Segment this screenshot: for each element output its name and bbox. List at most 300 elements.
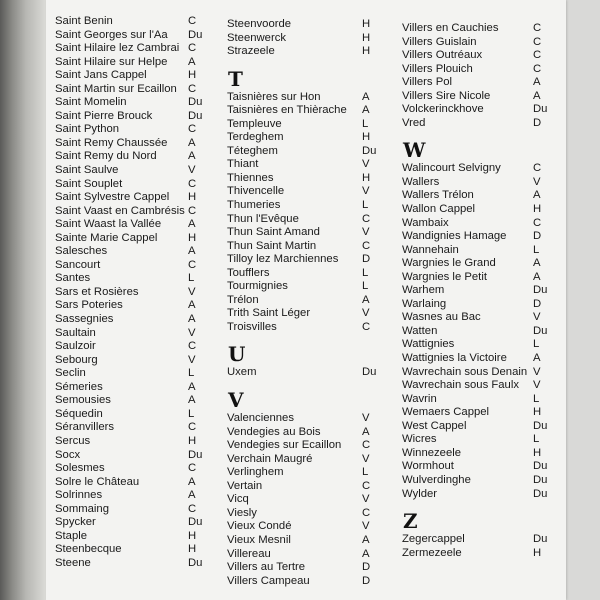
- commune-entry: [402, 393, 547, 407]
- commune-name: Saint Souplet: [55, 177, 123, 190]
- district-code: V: [362, 226, 370, 239]
- commune-name: Trith Saint Léger: [227, 307, 311, 320]
- commune-entry: [227, 240, 376, 254]
- commune-name: Thumeries: [227, 199, 281, 212]
- commune-entry: [402, 217, 547, 231]
- commune-entry: [55, 367, 202, 381]
- commune-entry: [227, 439, 376, 453]
- commune-entry: [402, 230, 547, 244]
- commune-name: Sommaing: [55, 502, 109, 515]
- district-code: D: [362, 561, 371, 574]
- commune-name: Sars Poteries: [55, 299, 123, 312]
- commune-entry: [55, 476, 202, 490]
- commune-entry: [227, 426, 376, 440]
- district-code: D: [362, 253, 371, 266]
- commune-entry: [55, 286, 202, 300]
- commune-entry: [227, 253, 376, 267]
- commune-name: Taisnières sur Hon: [227, 90, 321, 103]
- commune-entry: [402, 257, 547, 271]
- district-code: L: [188, 367, 195, 380]
- commune-entry: [402, 379, 547, 393]
- commune-entry: [55, 150, 202, 164]
- commune-name: Troisvilles: [227, 320, 277, 333]
- district-code: C: [188, 123, 197, 136]
- commune-name: Steenwerck: [227, 31, 287, 44]
- commune-name: Valenciennes: [227, 412, 294, 425]
- commune-name: Walincourt Selvigny: [402, 162, 501, 175]
- commune-name: Vendegies sur Ecaillon: [227, 439, 342, 452]
- district-code: A: [362, 533, 370, 546]
- district-code: H: [188, 231, 197, 244]
- commune-name: Wattignies la Victoire: [402, 352, 507, 365]
- commune-entry: [402, 547, 547, 561]
- district-code: A: [188, 55, 196, 68]
- district-code: A: [188, 299, 196, 312]
- commune-entry: [227, 213, 376, 227]
- district-code: A: [188, 245, 196, 258]
- district-code: V: [362, 307, 370, 320]
- commune-entry: [227, 366, 376, 380]
- commune-name: Saint Saulve: [55, 164, 119, 177]
- commune-entry: [402, 325, 547, 339]
- section-letter-heading: V: [228, 388, 244, 413]
- commune-name: Salesches: [55, 245, 108, 258]
- district-code: A: [362, 293, 370, 306]
- district-code: Du: [188, 96, 203, 109]
- commune-entry: [227, 507, 376, 521]
- commune-name: Tilloy lez Marchiennes: [227, 253, 339, 266]
- district-code: L: [188, 407, 195, 420]
- commune-entry: [227, 548, 376, 562]
- district-code: L: [533, 433, 540, 446]
- district-code: L: [533, 338, 540, 351]
- book-binding-edge: [0, 0, 46, 600]
- district-code: V: [533, 175, 541, 188]
- district-code: H: [533, 406, 542, 419]
- commune-entry: [55, 381, 202, 395]
- commune-entry: [55, 449, 202, 463]
- district-code: A: [188, 394, 196, 407]
- commune-entry: [402, 271, 547, 285]
- district-code: A: [533, 270, 541, 283]
- commune-entry: [55, 245, 202, 259]
- commune-entry: [55, 408, 202, 422]
- commune-name: Saint Remy du Nord: [55, 150, 157, 163]
- district-code: H: [533, 546, 542, 559]
- district-code: A: [188, 218, 196, 231]
- commune-name: Warhem: [402, 284, 445, 297]
- district-code: Du: [362, 366, 377, 379]
- commune-name: Vendegies au Bois: [227, 425, 321, 438]
- district-code: C: [533, 216, 542, 229]
- commune-name: Steenbecque: [55, 543, 122, 556]
- commune-entry: [227, 185, 376, 199]
- district-code: H: [362, 131, 371, 144]
- commune-name: Wavrin: [402, 392, 437, 405]
- column-2: [227, 18, 376, 588]
- district-code: C: [533, 22, 542, 34]
- district-code: Du: [533, 419, 548, 432]
- district-code: L: [362, 280, 369, 293]
- commune-entry: [227, 307, 376, 321]
- commune-name: Villers Outréaux: [402, 49, 483, 62]
- district-code: A: [188, 313, 196, 326]
- district-code: C: [362, 479, 371, 492]
- commune-name: Wargnies le Petit: [402, 270, 487, 283]
- commune-name: Strazeele: [227, 45, 275, 58]
- section-letter-heading: T: [228, 66, 243, 91]
- commune-name: Vertain: [227, 479, 263, 492]
- commune-entry: [55, 557, 202, 571]
- commune-name: Wulverdinghe: [402, 473, 471, 486]
- commune-entry: [55, 164, 202, 178]
- commune-name: Viesly: [227, 506, 257, 519]
- commune-name: Thiennes: [227, 171, 274, 184]
- commune-entry: [402, 311, 547, 325]
- commune-entry: [55, 327, 202, 341]
- commune-name: Seclin: [55, 367, 86, 380]
- district-code: A: [188, 150, 196, 163]
- commune-entry: [402, 76, 547, 90]
- commune-name: Saint Momelin: [55, 96, 127, 109]
- commune-entry: [402, 433, 547, 447]
- district-code: L: [533, 243, 540, 256]
- commune-name: Santes: [55, 272, 91, 285]
- district-code: Du: [533, 284, 548, 297]
- commune-name: Terdeghem: [227, 131, 284, 144]
- commune-entry: [227, 453, 376, 467]
- district-code: C: [188, 204, 197, 217]
- commune-name: Wannehain: [402, 243, 459, 256]
- district-code: V: [188, 164, 196, 177]
- commune-entry: [402, 488, 547, 502]
- commune-entry: [402, 103, 547, 117]
- commune-name: Wavrechain sous Faulx: [402, 379, 519, 392]
- commune-entry: [402, 36, 547, 50]
- commune-name: Wallers: [402, 175, 440, 188]
- district-code: L: [188, 272, 195, 285]
- commune-name: Saint Waast la Vallée: [55, 218, 162, 231]
- commune-name: Sassegnies: [55, 313, 114, 326]
- commune-name: Vicq: [227, 493, 249, 506]
- commune-name: Saint Hilaire lez Cambrai: [55, 42, 180, 55]
- district-code: A: [188, 489, 196, 502]
- commune-name: Vieux Condé: [227, 520, 292, 533]
- commune-entry: [402, 447, 547, 461]
- commune-name: Saultain: [55, 326, 96, 339]
- commune-name: Villers en Cauchies: [402, 22, 499, 34]
- commune-entry: [227, 104, 376, 118]
- district-code: V: [362, 412, 370, 425]
- district-code: H: [362, 171, 371, 184]
- district-code: H: [533, 203, 542, 216]
- commune-entry: [402, 298, 547, 312]
- commune-entry: [55, 299, 202, 313]
- district-code: H: [362, 31, 371, 44]
- commune-entry: [227, 480, 376, 494]
- column-3: [402, 22, 547, 560]
- commune-name: Villers Plouich: [402, 62, 473, 75]
- district-code: H: [188, 529, 197, 542]
- district-code: C: [188, 15, 197, 27]
- commune-entry: [402, 533, 547, 547]
- commune-entry: [402, 162, 547, 176]
- district-code: V: [188, 285, 196, 298]
- commune-name: Uxem: [227, 366, 257, 379]
- commune-name: Wandignies Hamage: [402, 230, 507, 243]
- district-code: Du: [533, 103, 548, 116]
- district-code: Du: [188, 109, 203, 122]
- commune-name: Wattignies: [402, 338, 455, 351]
- commune-name: Verchain Maugré: [227, 452, 313, 465]
- commune-entry: [227, 226, 376, 240]
- commune-entry: [402, 366, 547, 380]
- commune-entry: [55, 516, 202, 530]
- district-code: D: [533, 116, 542, 129]
- district-code: C: [533, 35, 542, 48]
- commune-name: Villers au Tertre: [227, 561, 306, 574]
- district-code: Du: [533, 473, 548, 486]
- commune-entry: [227, 18, 376, 32]
- district-code: Du: [188, 448, 203, 461]
- commune-entry: [402, 460, 547, 474]
- district-code: A: [362, 425, 370, 438]
- district-code: C: [362, 212, 371, 225]
- commune-name: Wicres: [402, 433, 437, 446]
- commune-entry: [227, 534, 376, 548]
- commune-name: Trélon: [227, 293, 259, 306]
- district-code: C: [188, 177, 197, 190]
- district-code: D: [533, 230, 542, 243]
- district-code: V: [362, 493, 370, 506]
- commune-entry: [227, 131, 376, 145]
- district-code: C: [188, 42, 197, 55]
- commune-name: Tourmignies: [227, 280, 288, 293]
- commune-name: Thun l'Evêque: [227, 212, 299, 225]
- commune-entry: [55, 110, 202, 124]
- district-code: A: [533, 352, 541, 365]
- district-code: V: [362, 185, 370, 198]
- commune-entry: [55, 191, 202, 205]
- commune-name: Villers Campeau: [227, 574, 310, 587]
- commune-entry: [402, 176, 547, 190]
- district-code: Du: [533, 460, 548, 473]
- commune-entry: [227, 145, 376, 159]
- commune-entry: [55, 313, 202, 327]
- commune-entry: [55, 83, 202, 97]
- commune-name: Verlinghem: [227, 466, 284, 479]
- district-code: C: [188, 340, 197, 353]
- commune-name: Sancourt: [55, 258, 101, 271]
- commune-name: Steenvoorde: [227, 18, 292, 30]
- district-code: H: [533, 446, 542, 459]
- commune-entry: [55, 218, 202, 232]
- district-code: C: [188, 82, 197, 95]
- commune-name: Wemaers Cappel: [402, 406, 490, 419]
- commune-name: Saint Vaast en Cambrésis: [55, 204, 185, 217]
- district-code: H: [188, 434, 197, 447]
- commune-entry: [55, 29, 202, 43]
- commune-name: Sebourg: [55, 353, 98, 366]
- commune-name: Solesmes: [55, 462, 105, 475]
- commune-entry: [55, 56, 202, 70]
- commune-name: Wavrechain sous Denain: [402, 365, 528, 378]
- commune-entry: [55, 232, 202, 246]
- commune-name: Villers Pol: [402, 76, 453, 89]
- commune-name: Villereau: [227, 547, 271, 560]
- district-code: Du: [188, 556, 203, 569]
- district-code: D: [362, 574, 371, 587]
- district-code: C: [362, 439, 371, 452]
- district-code: A: [362, 90, 370, 103]
- commune-entry: [227, 412, 376, 426]
- commune-entry: [402, 189, 547, 203]
- commune-entry: [227, 199, 376, 213]
- commune-entry: [227, 493, 376, 507]
- district-code: Du: [533, 324, 548, 337]
- district-code: L: [362, 266, 369, 279]
- section-letter-heading: W: [403, 138, 426, 163]
- commune-entry: [402, 284, 547, 298]
- commune-entry: [55, 137, 202, 151]
- commune-entry: [227, 45, 376, 59]
- commune-entry: [55, 530, 202, 544]
- commune-entry: [402, 63, 547, 77]
- commune-name: Watten: [402, 324, 438, 337]
- commune-name: Semousies: [55, 394, 111, 407]
- district-code: H: [188, 191, 197, 204]
- commune-name: Séranvillers: [55, 421, 115, 434]
- district-code: C: [188, 258, 197, 271]
- district-code: L: [362, 466, 369, 479]
- commune-entry: [55, 503, 202, 517]
- commune-name: Sars et Rosières: [55, 285, 139, 298]
- commune-entry: [55, 462, 202, 476]
- commune-name: Thun Saint Martin: [227, 239, 317, 252]
- section-letter-heading: U: [228, 342, 246, 367]
- district-code: Du: [533, 533, 548, 546]
- district-code: C: [362, 320, 371, 333]
- commune-entry: [227, 267, 376, 281]
- commune-name: Sercus: [55, 434, 91, 447]
- district-code: L: [362, 199, 369, 212]
- commune-name: Saint Jans Cappel: [55, 69, 147, 82]
- commune-entry: [55, 394, 202, 408]
- commune-entry: [227, 280, 376, 294]
- commune-name: Saint Martin sur Ecaillon: [55, 82, 177, 95]
- commune-entry: [402, 338, 547, 352]
- commune-entry: [55, 42, 202, 56]
- commune-name: West Cappel: [402, 419, 467, 432]
- commune-entry: [55, 543, 202, 557]
- district-code: Du: [362, 144, 377, 157]
- commune-entry: [402, 352, 547, 366]
- district-code: V: [362, 520, 370, 533]
- commune-entry: [55, 96, 202, 110]
- commune-entry: [402, 420, 547, 434]
- district-code: H: [362, 18, 371, 30]
- commune-name: Saint Python: [55, 123, 120, 136]
- district-code: V: [533, 311, 541, 324]
- commune-name: Wormhout: [402, 460, 454, 473]
- commune-entry: [55, 123, 202, 137]
- district-code: A: [533, 189, 541, 202]
- commune-entry: [55, 340, 202, 354]
- commune-entry: [402, 203, 547, 217]
- commune-name: Saint Georges sur l'Aa: [55, 28, 168, 41]
- district-code: A: [533, 257, 541, 270]
- district-code: V: [533, 379, 541, 392]
- commune-entry: [227, 561, 376, 575]
- commune-entry: [55, 15, 202, 29]
- district-code: C: [533, 62, 542, 75]
- commune-name: Spycker: [55, 516, 96, 529]
- commune-name: Staple: [55, 529, 88, 542]
- commune-name: Thivencelle: [227, 185, 285, 198]
- district-code: H: [362, 45, 371, 58]
- commune-name: Saint Remy Chaussée: [55, 136, 168, 149]
- commune-name: Saint Pierre Brouck: [55, 109, 153, 122]
- district-code: V: [533, 365, 541, 378]
- commune-name: Solre le Château: [55, 475, 140, 488]
- district-code: C: [533, 162, 542, 175]
- district-code: C: [362, 506, 371, 519]
- commune-entry: [402, 474, 547, 488]
- commune-entry: [402, 90, 547, 104]
- commune-name: Villers Sire Nicole: [402, 89, 491, 102]
- commune-entry: [227, 91, 376, 105]
- commune-entry: [55, 205, 202, 219]
- district-code: A: [362, 547, 370, 560]
- commune-name: Saint Hilaire sur Helpe: [55, 55, 168, 68]
- district-code: Du: [188, 516, 203, 529]
- district-code: A: [188, 380, 196, 393]
- commune-entry: [402, 244, 547, 258]
- commune-name: Zegercappel: [402, 533, 465, 546]
- commune-entry: [227, 294, 376, 308]
- commune-name: Zermezeele: [402, 546, 462, 559]
- commune-name: Séquedin: [55, 407, 103, 420]
- district-code: V: [362, 452, 370, 465]
- commune-entry: [402, 406, 547, 420]
- commune-entry: [227, 321, 376, 335]
- commune-entry: [55, 272, 202, 286]
- commune-entry: [227, 575, 376, 589]
- district-code: H: [188, 69, 197, 82]
- commune-entry: [55, 354, 202, 368]
- district-code: Du: [188, 28, 203, 41]
- commune-name: Steene: [55, 556, 91, 569]
- commune-entry: [55, 259, 202, 273]
- commune-entry: [227, 172, 376, 186]
- district-code: L: [533, 392, 540, 405]
- commune-entry: [227, 520, 376, 534]
- district-code: A: [362, 104, 370, 117]
- commune-entry: [227, 466, 376, 480]
- commune-entry: [55, 421, 202, 435]
- commune-name: Wylder: [402, 487, 438, 500]
- district-code: H: [188, 543, 197, 556]
- commune-name: Vred: [402, 116, 426, 129]
- commune-entry: [227, 118, 376, 132]
- commune-name: Templeuve: [227, 117, 282, 130]
- commune-name: Thun Saint Amand: [227, 226, 320, 239]
- district-code: C: [362, 239, 371, 252]
- commune-entry: [55, 69, 202, 83]
- commune-name: Saint Sylvestre Cappel: [55, 191, 170, 204]
- district-code: Du: [533, 487, 548, 500]
- commune-name: Wasnes au Bac: [402, 311, 481, 324]
